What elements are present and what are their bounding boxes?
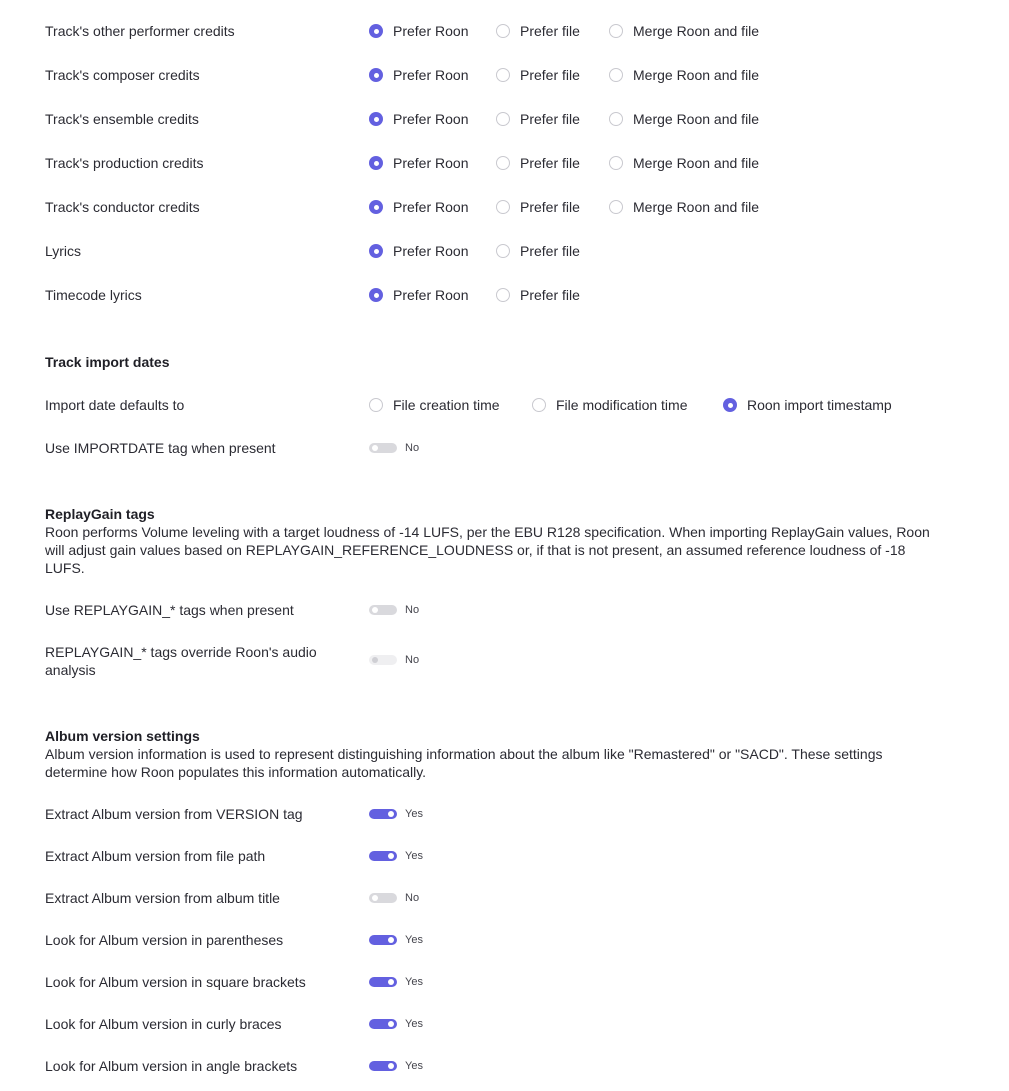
radio-selected-icon [369,24,383,38]
radio-merge[interactable]: Merge Roon and file [609,110,759,128]
toggle-knob [372,607,378,613]
setting-label: Import date defaults to [45,397,185,413]
radio-roon-import-timestamp[interactable]: Roon import timestamp [723,396,892,414]
radio-prefer-file[interactable]: Prefer file [496,286,580,304]
toggle-switch [369,1019,397,1029]
radio-merge[interactable]: Merge Roon and file [609,66,759,84]
radio-prefer-roon[interactable]: Prefer Roon [369,66,468,84]
radio-icon [496,24,510,38]
toggle-value: Yes [405,1018,423,1030]
parentheses-toggle[interactable] [369,932,423,948]
radio-prefer-roon[interactable]: Prefer Roon [369,286,468,304]
radio-merge[interactable]: Merge Roon and file [609,198,759,216]
radio-icon [496,200,510,214]
section-description-album-version: Album version information is used to represent distinguishing information about the album like "Remastered" or "SACD". These settings determine how Roon populates this information automatically. [45,746,883,780]
radio-prefer-file[interactable]: Prefer file [496,242,580,260]
radio-icon [496,156,510,170]
setting-label: Look for Album version in angle brackets [45,1058,298,1074]
radio-icon [609,112,623,126]
toggle-value: No [405,604,420,616]
toggle-value: No [405,892,420,904]
toggle-value: Yes [405,1060,423,1072]
radio-prefer-file[interactable]: Prefer file [496,22,580,40]
toggle-switch [369,1061,397,1071]
file-path-toggle[interactable] [369,848,423,864]
setting-label: Use REPLAYGAIN_* tags when present [45,602,294,618]
toggle-value: No [405,442,420,454]
setting-label: Track's conductor credits [45,199,200,215]
toggle-switch [369,977,397,987]
toggle-switch [369,809,397,819]
toggle-knob [372,445,378,451]
section-description-replaygain: Roon performs Volume leveling with a target loudness of -14 LUFS, per the EBU R128 specification. When importing ReplayGain values, Roon will adjust gain values based on REPLAYGAIN_REFERENCE_LOUDNESS or, if that is not present, an assumed reference loudness of -18 LUFS. [45,524,930,576]
radio-prefer-file[interactable]: Prefer file [496,110,580,128]
radio-icon [609,156,623,170]
album-title-toggle[interactable] [369,890,419,906]
radio-prefer-roon[interactable]: Prefer Roon [369,22,468,40]
setting-label: REPLAYGAIN_* tags override Roon's audio analysis [45,644,317,678]
radio-prefer-roon[interactable]: Prefer Roon [369,198,468,216]
radio-selected-icon [369,200,383,214]
toggle-switch [369,443,397,453]
radio-selected-icon [369,156,383,170]
square-brackets-toggle[interactable] [369,974,423,990]
toggle-knob [372,657,378,663]
setting-label: Extract Album version from file path [45,848,266,864]
setting-label: Extract Album version from album title [45,890,280,906]
setting-label: Track's composer credits [45,67,200,83]
setting-label: Track's other performer credits [45,23,235,39]
radio-prefer-file[interactable]: Prefer file [496,154,580,172]
toggle-knob [372,895,378,901]
toggle-switch [369,893,397,903]
importdate-toggle[interactable] [369,440,419,456]
use-replaygain-toggle[interactable] [369,602,419,618]
angle-brackets-toggle[interactable] [369,1058,423,1074]
setting-label: Timecode lyrics [45,287,142,303]
toggle-knob [388,1063,394,1069]
toggle-switch [369,935,397,945]
radio-icon [496,68,510,82]
setting-label: Look for Album version in square brackets [45,974,306,990]
radio-selected-icon [369,244,383,258]
radio-icon [532,398,546,412]
radio-merge[interactable]: Merge Roon and file [609,154,759,172]
radio-selected-icon [369,68,383,82]
toggle-knob [388,979,394,985]
radio-file-creation-time[interactable]: File creation time [369,396,500,414]
radio-icon [496,112,510,126]
radio-selected-icon [723,398,737,412]
section-title-album-version: Album version settings [45,728,200,744]
setting-label: Track's ensemble credits [45,111,199,127]
replaygain-override-toggle[interactable] [369,652,419,668]
toggle-value: Yes [405,934,423,946]
setting-label: Look for Album version in curly braces [45,1016,282,1032]
radio-icon [496,244,510,258]
radio-file-modification-time[interactable]: File modification time [532,396,688,414]
setting-label: Lyrics [45,243,82,259]
radio-selected-icon [369,288,383,302]
toggle-switch [369,605,397,615]
toggle-knob [388,853,394,859]
radio-prefer-roon[interactable]: Prefer Roon [369,242,468,260]
radio-prefer-roon[interactable]: Prefer Roon [369,110,468,128]
radio-prefer-roon[interactable]: Prefer Roon [369,154,468,172]
toggle-value: Yes [405,850,423,862]
section-title-import-dates: Track import dates [45,354,170,370]
setting-label: Look for Album version in parentheses [45,932,284,948]
version-tag-toggle[interactable] [369,806,423,822]
toggle-switch [369,655,397,665]
toggle-value: Yes [405,976,423,988]
radio-icon [609,24,623,38]
toggle-knob [388,937,394,943]
curly-braces-toggle[interactable] [369,1016,423,1032]
setting-label: Use IMPORTDATE tag when present [45,440,276,456]
setting-label: Track's production credits [45,155,204,171]
toggle-value: No [405,654,420,666]
radio-icon [496,288,510,302]
toggle-value: Yes [405,808,423,820]
radio-icon [609,68,623,82]
radio-icon [369,398,383,412]
toggle-switch [369,851,397,861]
section-title-replaygain: ReplayGain tags [45,506,155,522]
setting-label: Extract Album version from VERSION tag [45,806,303,822]
toggle-knob [388,811,394,817]
radio-merge[interactable]: Merge Roon and file [609,22,759,40]
toggle-knob [388,1021,394,1027]
radio-selected-icon [369,112,383,126]
radio-prefer-file[interactable]: Prefer file [496,66,580,84]
radio-icon [609,200,623,214]
radio-prefer-file[interactable]: Prefer file [496,198,580,216]
